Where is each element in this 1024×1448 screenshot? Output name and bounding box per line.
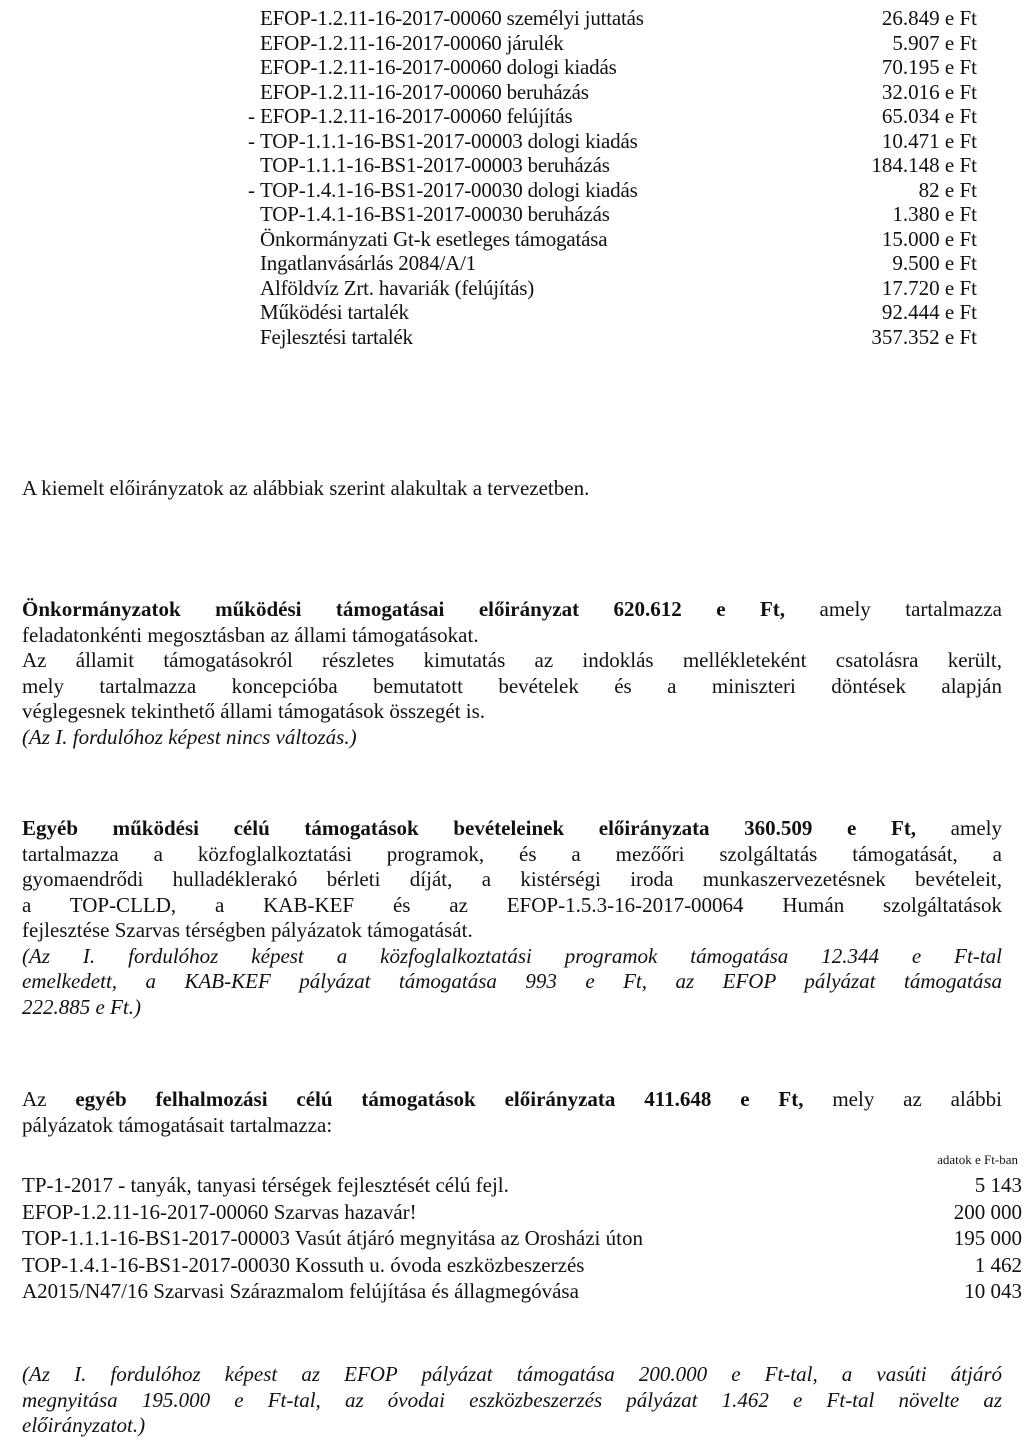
item-amount: 26.849 e Ft [881, 6, 977, 30]
grant-project-row [22, 1172, 1022, 1199]
project-amount: 5 143 [974, 1173, 1022, 1197]
item-amount: 184.148 e Ft [871, 153, 977, 177]
budget-item [248, 300, 977, 325]
item-amount: 70.195 e Ft [881, 55, 977, 79]
budget-item [248, 202, 977, 227]
project-label: EFOP-1.2.11-16-2017-00060 Szarvas hazavár! [22, 1199, 417, 1224]
item-label: EFOP-1.2.11-16-2017-00060 felújítás [260, 104, 573, 128]
paragraph-line: fejlesztése Szarvas térségben pályázatok támogatását. [22, 918, 473, 942]
item-label: Működési tartalék [260, 300, 409, 324]
intro-paragraph [22, 476, 1002, 502]
paragraph-note [22, 969, 1002, 995]
item-label: EFOP-1.2.11-16-2017-00060 személyi juttatás [260, 6, 644, 30]
item-dash: - [248, 128, 255, 153]
paragraph-note [22, 725, 1002, 751]
note-text: (Az I. fordulóhoz képest nincs változás.) [22, 724, 357, 749]
item-amount: 82 e Ft [918, 177, 977, 202]
item-label: Alföldvíz Zrt. havariák (felújítás) [260, 275, 535, 300]
budget-item [248, 79, 977, 105]
capital-grants-paragraph [22, 1087, 1002, 1138]
item-label: Önkormányzati Gt-k esetleges támogatása [260, 226, 608, 251]
paragraph-line [22, 1087, 1002, 1113]
bold-heading: egyéb felhalmozási célú támogatások előirányzata 411.648 e Ft, [75, 1087, 804, 1111]
grant-project-row [22, 1278, 1022, 1305]
project-amount: 200 000 [953, 1199, 1022, 1224]
item-label: EFOP-1.2.11-16-2017-00060 beruházás [260, 79, 589, 104]
paragraph-note [22, 944, 1002, 970]
note-text: megnyitása 195.000 e Ft-tal, az óvodai eszközbeszerzés pályázat 1.462 e Ft-tal növelte az [22, 1387, 1002, 1412]
paragraph-line: Az államit támogatásokról részletes kimutatás az indoklás mellékleteként csatolásra került, [22, 648, 1002, 672]
note-text: emelkedett, a KAB-KEF pályázat támogatása 993 e Ft, az EFOP pályázat támogatása [22, 969, 1002, 993]
item-label: TOP-1.1.1-16-BS1-2017-00003 beruházás [260, 153, 610, 177]
item-label: TOP-1.4.1-16-BS1-2017-00030 dologi kiadás [260, 177, 638, 202]
grant-project-row [22, 1252, 1022, 1279]
item-amount: 10.471 e Ft [881, 128, 977, 153]
item-label: TOP-1.4.1-16-BS1-2017-00030 beruházás [260, 202, 610, 226]
grant-projects-list [22, 1172, 1022, 1305]
budget-item [248, 30, 977, 56]
item-label: Ingatlanvásárlás 2084/A/1 [260, 251, 477, 275]
intro-text: A kiemelt előirányzatok az alábbiak szerint alakultak a tervezetben. [22, 476, 590, 500]
paragraph-line: gyomaendrődi hulladéklerakó bérleti díját, a kistérségi iroda munkaszervezetésnek bevételeit, [22, 867, 1002, 891]
project-amount: 1 462 [974, 1252, 1022, 1277]
item-dash: - [248, 177, 255, 202]
item-amount: 17.720 e Ft [881, 275, 977, 300]
item-label: TOP-1.1.1-16-BS1-2017-00003 dologi kiadás [260, 128, 638, 153]
paragraph-line: pályázatok támogatásait tartalmazza: [22, 1112, 333, 1137]
line-text: mely az alábbi [803, 1087, 1002, 1111]
project-label: TOP-1.4.1-16-BS1-2017-00030 Kossuth u. óvoda eszközbeszerzés [22, 1252, 585, 1277]
grant-project-row [22, 1199, 1022, 1226]
item-label: Fejlesztési tartalék [260, 324, 413, 349]
paragraph-line: mely tartalmazza koncepcióba bemutatott bevételek és a miniszteri döntések alapján [22, 673, 1002, 698]
item-amount: 32.016 e Ft [881, 79, 977, 104]
paragraph-note [22, 1388, 1002, 1414]
operating-support-paragraph [22, 597, 1002, 750]
paragraph-line [22, 816, 1002, 842]
paragraph-note [22, 995, 1002, 1021]
budget-item [248, 55, 977, 80]
budget-item [248, 251, 977, 276]
line-text: Az [22, 1087, 76, 1111]
item-amount: 1.380 e Ft [892, 202, 977, 226]
budget-item [248, 128, 977, 154]
project-label: TOP-1.1.1-16-BS1-2017-00003 Vasút átjáró megnyitása az Orosházi úton [22, 1226, 643, 1250]
note-text: előirányzatot.) [22, 1413, 146, 1437]
project-amount: 195 000 [953, 1226, 1022, 1250]
project-amount: 10 043 [964, 1279, 1022, 1303]
paragraph-note [22, 1413, 1002, 1439]
item-amount: 9.500 e Ft [892, 251, 977, 275]
item-amount: 92.444 e Ft [881, 300, 977, 324]
line-text: amely tartalmazza [785, 597, 1002, 621]
item-dash: - [248, 104, 255, 128]
other-operating-grants-paragraph [22, 816, 1002, 1020]
budget-item [248, 324, 977, 350]
budget-item [248, 226, 977, 252]
budget-item [248, 177, 977, 203]
item-label: EFOP-1.2.11-16-2017-00060 dologi kiadás [260, 55, 617, 79]
item-amount: 5.907 e Ft [892, 30, 977, 55]
budget-items-list [248, 6, 977, 349]
paragraph-line: feladatonkénti megosztásban az állami támogatásokat. [22, 622, 479, 647]
budget-item [248, 275, 977, 301]
item-label: EFOP-1.2.11-16-2017-00060 járulék [260, 30, 564, 55]
note-text: 222.885 e Ft.) [22, 994, 141, 1019]
item-amount: 65.034 e Ft [881, 104, 977, 128]
project-label: TP-1-2017 - tanyák, tanyasi térségek fejlesztését célú fejl. [22, 1173, 509, 1197]
paragraph-line [22, 597, 1002, 623]
paragraph-line: tartalmazza a közfoglalkoztatási programok, és a mezőőri szolgáltatás támogatását, a [22, 841, 1002, 866]
project-label: A2015/N47/16 Szarvasi Szárazmalom felújítása és állagmegóvása [22, 1279, 579, 1303]
budget-item [248, 104, 977, 129]
paragraph-line: véglegesnek tekinthető állami támogatások összegét is. [22, 699, 486, 723]
bold-heading: Egyéb működési célú támogatások bevételeinek előirányzata 360.509 e Ft, [22, 816, 917, 840]
item-amount: 15.000 e Ft [881, 226, 977, 251]
note-text: (Az I. fordulóhoz képest a közfoglalkoztatási programok támogatása 12.344 e Ft-tal [22, 943, 1002, 968]
note-text: (Az I. fordulóhoz képest az EFOP pályázat támogatása 200.000 e Ft-tal, a vasúti átjáró [22, 1362, 1002, 1386]
units-note: adatok e Ft-ban [937, 1152, 1018, 1167]
budget-item [248, 153, 977, 178]
line-text: amely [916, 816, 1002, 840]
grant-project-row [22, 1225, 1022, 1252]
bold-heading: Önkormányzatok működési támogatásai előirányzat 620.612 e Ft, [22, 597, 786, 621]
item-amount: 357.352 e Ft [871, 324, 977, 349]
paragraph-note [22, 1362, 1002, 1388]
final-note-paragraph [22, 1362, 1002, 1439]
budget-item [248, 6, 977, 31]
paragraph-line: a TOP-CLLD, a KAB-KEF és az EFOP-1.5.3-16-2017-00064 Humán szolgáltatások [22, 892, 1002, 917]
